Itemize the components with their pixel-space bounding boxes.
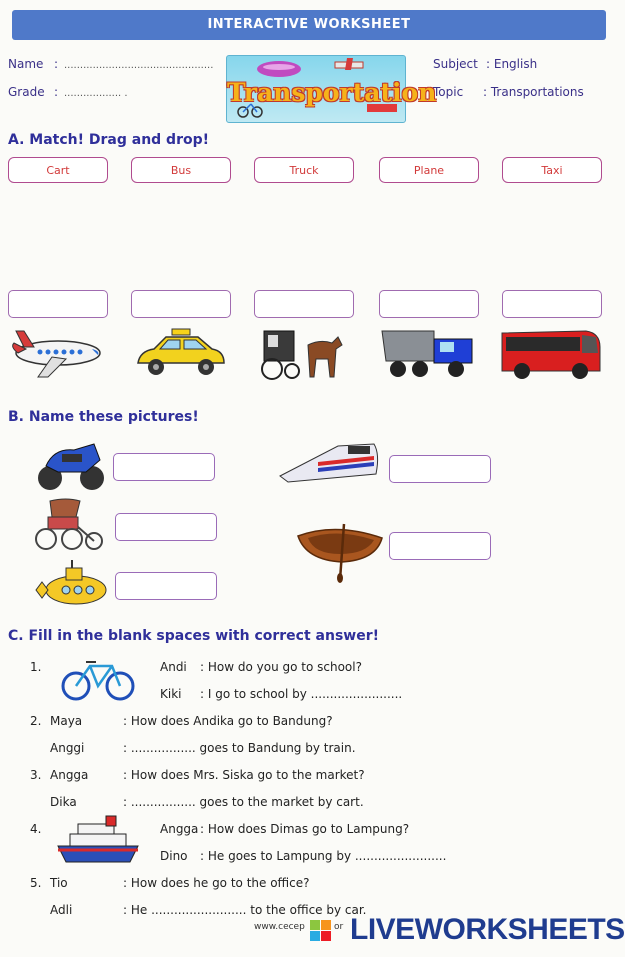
section-a-title: A. Match! Drag and drop! <box>8 132 210 148</box>
word-taxi[interactable]: Taxi <box>502 157 602 183</box>
word-bus[interactable]: Bus <box>131 157 231 183</box>
liveworksheets-logo-icon <box>310 920 332 942</box>
drop-zone-3[interactable] <box>254 290 354 318</box>
answer-train[interactable] <box>389 455 491 483</box>
watermark-url: www.cecep <box>254 922 305 932</box>
answer-submarine[interactable] <box>115 572 217 600</box>
item-1-speaker-2: Kiki <box>160 687 182 701</box>
pedicab-icon <box>32 497 104 553</box>
drop-zone-1[interactable] <box>8 290 108 318</box>
item-1-line-2[interactable]: : I go to school by ........................ <box>200 687 403 701</box>
item-4-line-1: : How does Dimas go to Lampung? <box>200 822 410 836</box>
drop-zone-4[interactable] <box>379 290 479 318</box>
grade-label: Grade <box>8 85 45 99</box>
transportation-header-image <box>226 55 437 123</box>
item-5-speaker-1: Tio <box>50 876 68 890</box>
answer-boat[interactable] <box>389 532 491 560</box>
word-truck[interactable]: Truck <box>254 157 354 183</box>
answer-motorcycle[interactable] <box>113 453 215 481</box>
topic-label: Topic <box>433 85 464 99</box>
drop-zone-2[interactable] <box>131 290 231 318</box>
subject-label: Subject <box>433 57 478 71</box>
item-3-line-2[interactable]: : ................. goes to the market by cart. <box>123 795 364 809</box>
item-2-line-2[interactable]: : ................. goes to Bandung by train. <box>123 741 356 755</box>
grade-field[interactable]: .................. . <box>64 88 128 99</box>
name-colon: : <box>54 57 59 71</box>
item-2-speaker-2: Anggi <box>50 741 85 755</box>
item-4-speaker-1: Angga <box>160 822 199 836</box>
topic-value: : Transportations <box>483 85 584 99</box>
name-label: Name <box>8 57 44 71</box>
train-icon <box>278 434 382 490</box>
section-c-title: C. Fill in the blank spaces with correct answer! <box>8 628 380 644</box>
item-3-number: 3. <box>30 768 42 782</box>
cart-icon <box>258 325 348 385</box>
taxi-icon <box>132 325 228 381</box>
item-4-number: 4. <box>30 822 42 836</box>
item-1-speaker-1: Andi <box>160 660 187 674</box>
grade-colon: : <box>54 85 59 99</box>
item-2-number: 2. <box>30 714 42 728</box>
worksheet-banner: INTERACTIVE WORKSHEET <box>12 10 606 40</box>
section-b-title: B. Name these pictures! <box>8 409 199 425</box>
item-2-line-1: : How does Andika go to Bandung? <box>123 714 333 728</box>
item-1-line-1: : How do you go to school? <box>200 660 362 674</box>
answer-pedicab[interactable] <box>115 513 217 541</box>
item-2-speaker-1: Maya <box>50 714 83 728</box>
name-field[interactable]: ............................................... <box>64 60 214 71</box>
bus-icon <box>500 323 604 383</box>
item-5-line-1: : How does he go to the office? <box>123 876 310 890</box>
item-5-line-2[interactable]: : He ......................... to the office by car. <box>123 903 367 917</box>
truck-icon <box>380 323 476 383</box>
boat-icon <box>296 518 386 584</box>
item-1-number: 1. <box>30 660 42 674</box>
drop-zone-5[interactable] <box>502 290 602 318</box>
ship-icon <box>56 814 140 868</box>
item-4-speaker-2: Dino <box>160 849 188 863</box>
watermark-url-tail: or <box>334 922 344 932</box>
submarine-icon <box>34 556 110 612</box>
header-image-title: Transportation <box>227 78 437 107</box>
plane-icon <box>8 325 104 383</box>
subject-value: : English <box>486 57 538 71</box>
word-cart[interactable]: Cart <box>8 157 108 183</box>
item-3-line-1: : How does Mrs. Siska go to the market? <box>123 768 365 782</box>
motorcycle-icon <box>34 432 110 494</box>
liveworksheets-watermark: LIVEWORKSHEETS <box>350 913 625 946</box>
item-5-number: 5. <box>30 876 42 890</box>
item-5-speaker-2: Adli <box>50 903 73 917</box>
bicycle-icon <box>60 654 136 702</box>
word-plane[interactable]: Plane <box>379 157 479 183</box>
item-3-speaker-2: Dika <box>50 795 77 809</box>
item-4-line-2[interactable]: : He goes to Lampung by ........................ <box>200 849 447 863</box>
item-3-speaker-1: Angga <box>50 768 89 782</box>
